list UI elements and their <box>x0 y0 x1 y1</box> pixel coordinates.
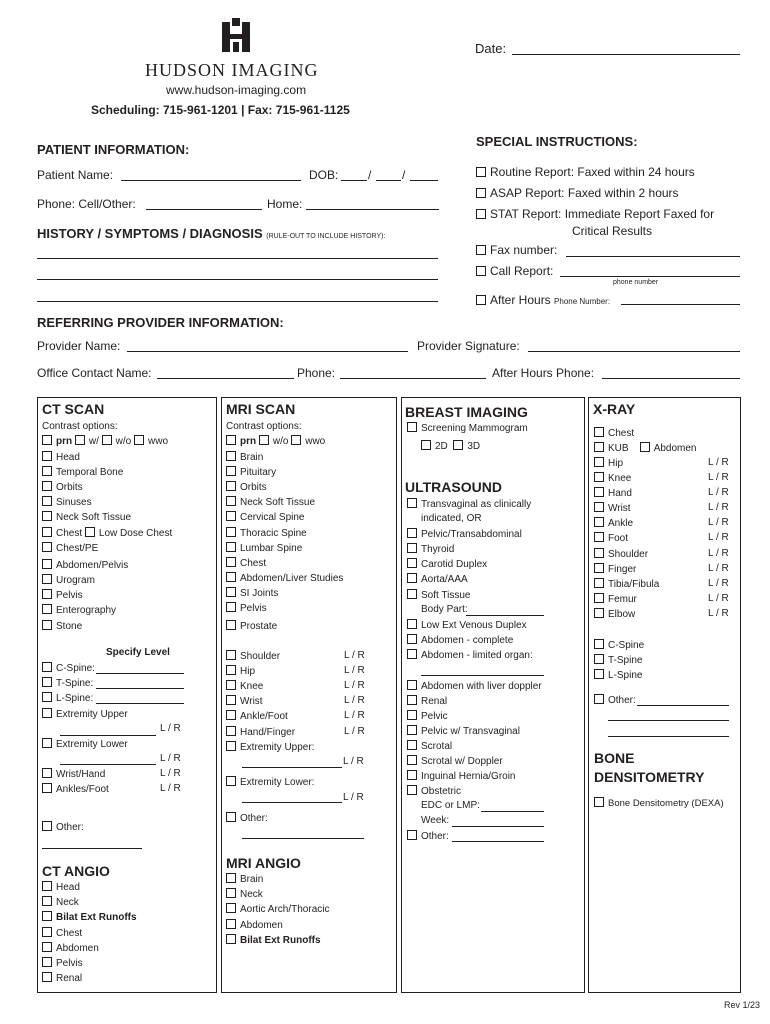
ct-wwo-checkbox[interactable] <box>134 435 144 445</box>
stat-line2: Critical Results <box>572 224 653 238</box>
xray-limb-lr: L / R <box>708 502 729 513</box>
mri-joint[interactable]: Hand/Finger <box>226 726 295 739</box>
ct-angio-item[interactable]: Head <box>42 881 80 894</box>
mri-angio-item[interactable]: Abdomen <box>226 919 283 932</box>
mri-item[interactable]: Brain <box>226 451 263 464</box>
home-phone-field[interactable] <box>306 209 439 210</box>
ct-other[interactable]: Other: <box>42 821 84 834</box>
us-week-label: Week: <box>421 815 450 826</box>
mri-item[interactable]: Chest <box>226 557 266 570</box>
mri-item[interactable]: Pelvis <box>226 602 267 615</box>
ct-item[interactable]: Sinuses <box>42 496 92 509</box>
mri-joint[interactable]: Shoulder <box>226 650 280 663</box>
mri-item[interactable]: SI Joints <box>226 587 278 600</box>
ct-angio-item[interactable]: Bilat Ext Runoffs <box>42 911 137 924</box>
us-item[interactable]: Thyroid <box>407 543 454 556</box>
breast-dimension[interactable]: 2D 3D <box>421 440 480 453</box>
history-note: (RULE-OUT TO INCLUDE HISTORY): <box>266 233 386 240</box>
provider-name-label: Provider Name: <box>37 339 121 353</box>
office-phone-label: Phone: <box>297 366 336 380</box>
provider-signature-field[interactable] <box>528 351 740 352</box>
xray-limb[interactable]: Femur <box>594 593 637 606</box>
mri-other[interactable]: Other: <box>226 812 268 825</box>
xray-kub[interactable]: KUB Abdomen <box>594 442 697 455</box>
ct-tspine-field[interactable] <box>96 688 184 689</box>
xray-limb[interactable]: Knee <box>594 472 631 485</box>
history-line-3[interactable] <box>37 301 438 302</box>
ct-w-checkbox[interactable] <box>75 435 85 445</box>
xray-limb-lr: L / R <box>708 532 729 543</box>
us-heading: ULTRASOUND <box>405 479 502 495</box>
mri-heading: MRI SCAN <box>226 401 296 417</box>
ct-item[interactable]: Temporal Bone <box>42 466 123 479</box>
history-line-2[interactable] <box>37 279 438 280</box>
us-item[interactable]: Pelvic/Transabdominal <box>407 528 522 541</box>
date-label: Date: <box>475 41 507 56</box>
mri-item[interactable]: Neck Soft Tissue <box>226 496 315 509</box>
mri-joint-lr: L / R <box>344 665 365 676</box>
ct-angio-item[interactable]: Chest <box>42 927 82 940</box>
call-option[interactable]: Call Report: <box>476 264 553 278</box>
mri-joint-lr: L / R <box>344 650 365 661</box>
us-limited-organ-field[interactable] <box>421 675 544 676</box>
us-item[interactable]: Scrotal <box>407 740 452 753</box>
fax-option[interactable]: Fax number: <box>476 243 557 257</box>
ct-contrast-label: Contrast options: <box>42 421 118 432</box>
ct-wo-checkbox[interactable] <box>102 435 112 445</box>
mri-ext-lower-lr: L / R <box>343 792 364 803</box>
mri-joint-lr: L / R <box>344 695 365 706</box>
mri-wo-checkbox[interactable] <box>259 435 269 445</box>
mri-item[interactable]: Thoracic Spine <box>226 527 307 540</box>
ct-angio-item[interactable]: Pelvis <box>42 957 83 970</box>
breast-heading: BREAST IMAGING <box>405 404 528 420</box>
mri-ext-upper-lr: L / R <box>343 756 364 767</box>
mri-joint[interactable]: Hip <box>226 665 255 678</box>
xray-spine[interactable]: C-Spine <box>594 639 644 652</box>
fax-checkbox[interactable] <box>476 245 486 255</box>
routine-option[interactable]: Routine Report: Faxed within 24 hours <box>476 165 695 179</box>
phone-label: Phone: Cell/Other: <box>37 197 136 211</box>
after-hours-option[interactable]: After Hours Phone Number: <box>476 293 610 309</box>
patient-name-field[interactable] <box>121 180 301 181</box>
mri-ext-upper-field[interactable] <box>242 767 342 768</box>
ct-ext-lower[interactable]: Extremity Lower <box>42 738 128 751</box>
us-item[interactable]: Abdomen with liver doppler <box>407 680 542 693</box>
xray-limb-lr: L / R <box>708 578 729 589</box>
ct-item[interactable]: Stone <box>42 620 82 633</box>
xray-limb[interactable]: Hip <box>594 457 623 470</box>
revision: Rev 1/23 <box>724 1000 761 1010</box>
us-week-field[interactable] <box>452 826 544 827</box>
contact-line: Scheduling: 715-961-1201 | Fax: 715-961-1125 <box>91 103 350 117</box>
ct-contrast-options: prn w/ w/o wwo <box>42 435 168 448</box>
ct-ankles[interactable]: Ankles/Foot <box>42 783 109 796</box>
us-body-part-label: Body Part: <box>421 604 468 615</box>
xray-limb-lr: L / R <box>708 593 729 604</box>
ct-item[interactable]: Neck Soft Tissue <box>42 511 131 524</box>
ct-angio-item[interactable]: Renal <box>42 972 82 985</box>
brand-name: HUDSON IMAGING <box>145 60 319 80</box>
xray-limb[interactable]: Elbow <box>594 608 635 621</box>
ct-wrist-lr: L / R <box>160 768 181 779</box>
xray-limb-lr: L / R <box>708 608 729 619</box>
xray-limb-lr: L / R <box>708 563 729 574</box>
us-item[interactable]: Aorta/AAA <box>407 573 468 586</box>
xray-limb-lr: L / R <box>708 548 729 559</box>
mri-other-field[interactable] <box>242 838 364 839</box>
us-item[interactable]: Carotid Duplex <box>407 558 487 571</box>
us-other-field[interactable] <box>452 841 544 842</box>
mri-joint-lr: L / R <box>344 680 365 691</box>
office-contact-field[interactable] <box>157 378 294 379</box>
mri-item[interactable]: Abdomen/Liver Studies <box>226 572 343 585</box>
website: www.hudson-imaging.com <box>166 83 307 97</box>
after-hours-phone-field[interactable] <box>602 378 740 379</box>
ct-ext-upper-lr: L / R <box>160 723 181 734</box>
mri-joint[interactable]: Wrist <box>226 695 263 708</box>
special-heading: SPECIAL INSTRUCTIONS: <box>476 134 638 149</box>
after-hours-field[interactable] <box>621 304 740 305</box>
logo-icon <box>222 18 250 52</box>
dob-sep: / <box>368 168 372 182</box>
ct-ext-lower-field[interactable] <box>60 764 156 765</box>
ct-item[interactable]: Pelvis <box>42 589 83 602</box>
ct-other-field[interactable] <box>42 848 142 849</box>
office-contact-label: Office Contact Name: <box>37 366 152 380</box>
xray-limb[interactable]: Foot <box>594 532 628 545</box>
routine-checkbox[interactable] <box>476 167 486 177</box>
bone-heading-2: DENSITOMETRY <box>594 769 705 785</box>
home-label: Home: <box>267 197 303 211</box>
us-item-cont: indicated, OR <box>421 513 482 524</box>
date-field[interactable] <box>512 54 740 55</box>
dob-month-field[interactable] <box>341 180 367 181</box>
ct-ext-upper[interactable]: Extremity Upper <box>42 708 128 721</box>
history-heading: HISTORY / SYMPTOMS / DIAGNOSIS (RULE-OUT TO INCLUDE HISTORY): <box>37 226 386 241</box>
xray-chest[interactable]: Chest <box>594 427 634 440</box>
mri-ext-lower-field[interactable] <box>242 802 342 803</box>
mri-item[interactable]: Orbits <box>226 481 267 494</box>
xray-limb-lr: L / R <box>708 472 729 483</box>
xray-other-field-1[interactable] <box>637 705 729 706</box>
call-report-field[interactable] <box>560 276 740 277</box>
mri-item[interactable]: Lumbar Spine <box>226 542 302 555</box>
mri-angio-heading: MRI ANGIO <box>226 855 301 871</box>
phone-number-caption: phone number <box>613 279 659 286</box>
after-hours-phone-label: After Hours Phone: <box>492 366 595 380</box>
us-item[interactable]: Transvaginal as clinically <box>407 498 531 511</box>
ct-ext-upper-field[interactable] <box>60 735 156 736</box>
xray-heading: X-RAY <box>593 401 636 417</box>
us-item[interactable]: Scrotal w/ Doppler <box>407 755 503 768</box>
xray-limb[interactable]: Shoulder <box>594 548 648 561</box>
referring-heading: REFERRING PROVIDER INFORMATION: <box>37 315 284 330</box>
dob-sep2: / <box>402 168 406 182</box>
mri-prn-checkbox[interactable] <box>226 435 236 445</box>
xray-limb[interactable]: Hand <box>594 487 632 500</box>
dob-year-field[interactable] <box>410 180 438 181</box>
mri-item[interactable]: Pituitary <box>226 466 276 479</box>
us-item[interactable]: Abdomen - complete <box>407 634 513 647</box>
us-item[interactable]: Pelvic <box>407 710 448 723</box>
xray-limb[interactable]: Ankle <box>594 517 633 530</box>
ct-item[interactable]: Head <box>42 451 80 464</box>
ct-angio-item[interactable]: Neck <box>42 896 79 909</box>
ct-item[interactable]: Urogram <box>42 574 95 587</box>
ct-spine-item[interactable]: T-Spine: <box>42 677 93 690</box>
ct-spine-item[interactable]: C-Spine: <box>42 662 95 675</box>
office-phone-field[interactable] <box>340 378 486 379</box>
patient-heading: PATIENT INFORMATION: <box>37 142 190 157</box>
ct-ext-lower-lr: L / R <box>160 753 181 764</box>
ct-item[interactable]: Chest Low Dose Chest <box>42 527 172 540</box>
mri-ext-lower[interactable]: Extremity Lower: <box>226 776 314 789</box>
us-edc-field[interactable] <box>481 811 544 812</box>
ct-spine-item[interactable]: L-Spine: <box>42 692 93 705</box>
ct-cspine-field[interactable] <box>96 673 184 674</box>
xray-limb[interactable]: Wrist <box>594 502 631 515</box>
xray-other[interactable]: Other: <box>594 694 636 707</box>
mri-angio-item[interactable]: Neck <box>226 888 263 901</box>
us-body-part-field[interactable] <box>466 615 544 616</box>
after-hours-checkbox[interactable] <box>476 295 486 305</box>
ct-angio-heading: CT ANGIO <box>42 863 110 879</box>
mri-angio-item[interactable]: Aortic Arch/Thoracic <box>226 903 329 916</box>
patient-name-label: Patient Name: <box>37 168 114 182</box>
ct-ankles-lr: L / R <box>160 783 181 794</box>
mri-item[interactable]: Cervical Spine <box>226 511 304 524</box>
asap-checkbox[interactable] <box>476 188 486 198</box>
xray-other-field-3[interactable] <box>608 736 729 737</box>
us-item[interactable]: Soft Tissue <box>407 589 470 602</box>
bone-heading-1: BONE <box>594 750 635 766</box>
mri-item[interactable]: Prostate <box>226 620 277 633</box>
us-item[interactable]: Low Ext Venous Duplex <box>407 619 527 632</box>
breast-screening[interactable]: Screening Mammogram <box>407 422 528 435</box>
dob-label: DOB: <box>309 168 339 182</box>
xray-limb[interactable]: Tibia/Fibula <box>594 578 659 591</box>
xray-spine[interactable]: L-Spine <box>594 669 642 682</box>
provider-signature-label: Provider Signature: <box>417 339 520 353</box>
mri-joint[interactable]: Ankle/Foot <box>226 710 288 723</box>
ct-angio-item[interactable]: Abdomen <box>42 942 99 955</box>
breast-2d-checkbox[interactable] <box>421 440 431 450</box>
ct-prn-checkbox[interactable] <box>42 435 52 445</box>
mri-wwo-checkbox[interactable] <box>291 435 301 445</box>
ct-specify-level: Specify Level <box>106 647 170 658</box>
mri-angio-item[interactable]: Bilat Ext Runoffs <box>226 934 321 947</box>
cell-phone-field[interactable] <box>146 209 262 210</box>
ct-item[interactable]: Enterography <box>42 604 116 617</box>
xray-other-field-2[interactable] <box>608 720 729 721</box>
ct-lspine-field[interactable] <box>96 703 184 704</box>
us-edc-label: EDC or LMP: <box>421 800 480 811</box>
breast-3d-checkbox[interactable] <box>453 440 463 450</box>
us-item[interactable]: Renal <box>407 695 447 708</box>
ct-heading: CT SCAN <box>42 401 105 417</box>
ct-low-dose-checkbox[interactable] <box>85 527 95 537</box>
ct-item[interactable]: Chest/PE <box>42 542 98 555</box>
mri-joint[interactable]: Knee <box>226 680 263 693</box>
ct-wrist[interactable]: Wrist/Hand <box>42 768 105 781</box>
us-item[interactable]: Abdomen - limited organ: <box>407 649 533 662</box>
bone-dexa[interactable]: Bone Densitometry (DEXA) <box>594 797 724 810</box>
stat-checkbox[interactable] <box>476 209 486 219</box>
dob-day-field[interactable] <box>376 180 401 181</box>
xray-abdomen-checkbox[interactable] <box>640 442 650 452</box>
asap-option[interactable]: ASAP Report: Faxed within 2 hours <box>476 186 679 200</box>
xray-spine[interactable]: T-Spine <box>594 654 642 667</box>
xray-limb[interactable]: Finger <box>594 563 636 576</box>
provider-name-field[interactable] <box>127 351 408 352</box>
mri-joint-lr: L / R <box>344 726 365 737</box>
us-item[interactable]: Pelvic w/ Transvaginal <box>407 725 520 738</box>
mri-ext-upper[interactable]: Extremity Upper: <box>226 741 314 754</box>
us-other[interactable]: Other: <box>407 830 449 843</box>
us-item[interactable]: Inguinal Hernia/Groin <box>407 770 516 783</box>
mri-angio-item[interactable]: Brain <box>226 873 263 886</box>
xray-limb-lr: L / R <box>708 517 729 528</box>
xray-limb-lr: L / R <box>708 487 729 498</box>
mri-contrast-options: prn w/o wwo <box>226 435 325 448</box>
us-item[interactable]: Obstetric <box>407 785 461 798</box>
mri-contrast-label: Contrast options: <box>226 421 302 432</box>
history-line-1[interactable] <box>37 258 438 259</box>
xray-limb-lr: L / R <box>708 457 729 468</box>
mri-joint-lr: L / R <box>344 710 365 721</box>
call-checkbox[interactable] <box>476 266 486 276</box>
fax-number-field[interactable] <box>566 256 740 257</box>
ct-item[interactable]: Orbits <box>42 481 83 494</box>
ct-item[interactable]: Abdomen/Pelvis <box>42 559 128 572</box>
stat-option[interactable]: STAT Report: Immediate Report Faxed for <box>476 207 714 221</box>
